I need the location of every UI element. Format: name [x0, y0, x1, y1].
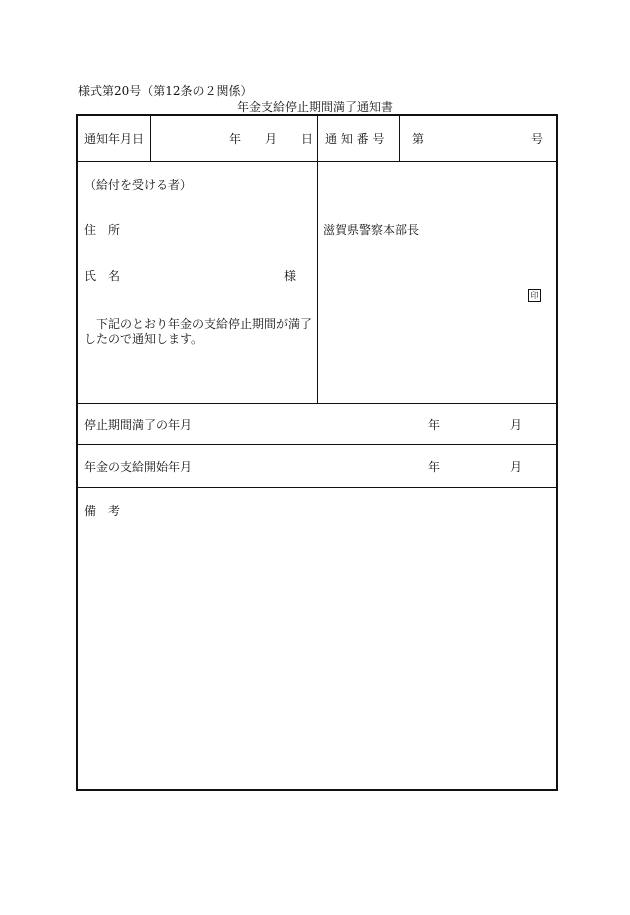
payment-start-month: 月 [510, 460, 523, 474]
notice-number-suffix: 号 [531, 132, 544, 146]
notice-number-label: 通 知 番 号 [325, 132, 385, 146]
divider-number-label [399, 116, 400, 161]
notice-number-prefix: 第 [412, 132, 425, 146]
suspension-end-label: 停止期間満了の年月 [84, 418, 193, 432]
rule-after-suspension-row [78, 444, 556, 445]
address-label: 住 所 [84, 223, 121, 237]
notice-date-day: 日 [301, 132, 314, 146]
notice-message-line1: 下記のとおり年金の支給停止期間が満了 [96, 317, 313, 331]
divider-center [317, 116, 318, 403]
notice-date-label: 通知年月日 [84, 132, 145, 146]
form-number: 様式第20号（第12条の２関係） [78, 84, 253, 98]
recipient-heading: （給付を受ける者） [84, 178, 193, 192]
payment-start-label: 年金の支給開始年月 [84, 460, 193, 474]
document-title: 年金支給停止期間満了通知書 [236, 100, 393, 114]
issuer-name: 滋賀県警察本部長 [323, 223, 420, 237]
notice-message-line2: したので通知します。 [84, 332, 204, 346]
payment-start-year: 年 [428, 460, 441, 474]
seal-mark [528, 286, 541, 302]
suspension-end-month: 月 [510, 418, 523, 432]
rule-after-recipient-block [78, 403, 556, 404]
form-table [76, 114, 558, 791]
name-label: 氏 名 [84, 269, 121, 283]
suspension-end-year: 年 [428, 418, 441, 432]
honorific: 様 [284, 269, 297, 283]
notice-date-year: 年 [229, 132, 242, 146]
rule-after-payment-row [78, 487, 556, 488]
seal-icon: 印 [528, 289, 541, 302]
divider-date-label [150, 116, 151, 161]
remarks-label: 備 考 [84, 504, 121, 518]
notice-date-month: 月 [265, 132, 278, 146]
